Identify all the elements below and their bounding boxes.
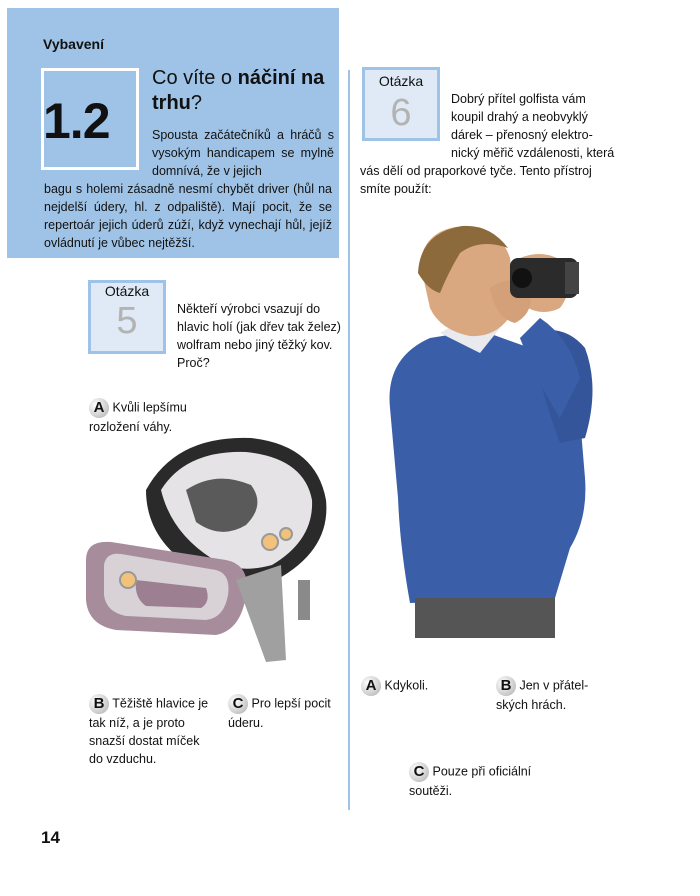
man-with-rangefinder-illustration [370,218,610,638]
question5-answer-b[interactable] [89,694,209,768]
answer-text: Kdykoli. [384,678,429,693]
page-number: 14 [41,828,60,847]
answer-text: Kvůli lepšímu rozložení váhy. [89,400,187,434]
question6-answer-a[interactable] [361,676,481,696]
answer-letter-badge: B [89,694,109,714]
intro-text-part2: bagu s holemi zásadně nesmí chybět driver (hůl na nejdelší údery, hl. z odpaliště). Mají pocit, že se repertoár jejich úderů zúží, když vynechají hůl, jejíž ovládnutí je vůbec nejtěžší. [44,182,332,250]
section-label: Vybavení [43,36,104,52]
answer-text: Pro lepší pocit úderu. [228,696,331,730]
question5-answer-c[interactable] [228,694,348,732]
intro-text-part1: Spousta začátečníků a hráčů s vysokým handicapem se mylně domnívá, že v jejich [152,128,334,178]
question5-text: Někteří výrobci vsazují do hlavic holí (jak dřev tak želez) wolfram nebo jiný těžký kov. Proč? [177,302,341,370]
question5-number: 5 [116,300,138,342]
answer-letter-badge: A [89,398,109,418]
golf-clubs-illustration [76,430,346,670]
answer-letter-badge: C [228,694,248,714]
answer-text: Jen v přátel-ských hrách. [496,678,589,712]
title-plain: Co víte o [152,67,238,89]
column-divider [348,70,350,810]
answer-letter-badge: A [361,676,381,696]
question6-label: Otázka [378,73,424,89]
question6-answer-b[interactable] [496,676,616,714]
page-title [152,66,332,116]
section-number: 1.2 [43,93,110,149]
answer-letter-badge: C [409,762,429,782]
question5-label: Otázka [104,283,150,299]
question6-answer-c[interactable] [409,762,569,800]
question6-number: 6 [390,92,412,134]
title-bold: náčiní na trhu [152,67,325,114]
answer-text: Těžiště hlavice je tak níž, a je proto snazší dostat míček do vzduchu. [89,696,209,766]
title-end: ? [190,92,203,114]
answer-text: Pouze při oficiální soutěži. [409,764,532,798]
question6-text-part2: vás dělí od praporkové tyče. Tento přístroj smíte použít: [360,164,592,196]
answer-letter-badge: B [496,676,516,696]
question6-text-part1: Dobrý přítel golfista vám koupil drahý a neobvyklý dárek – přenosný elektro-nický měřič vzdálenosti, která [451,92,615,160]
